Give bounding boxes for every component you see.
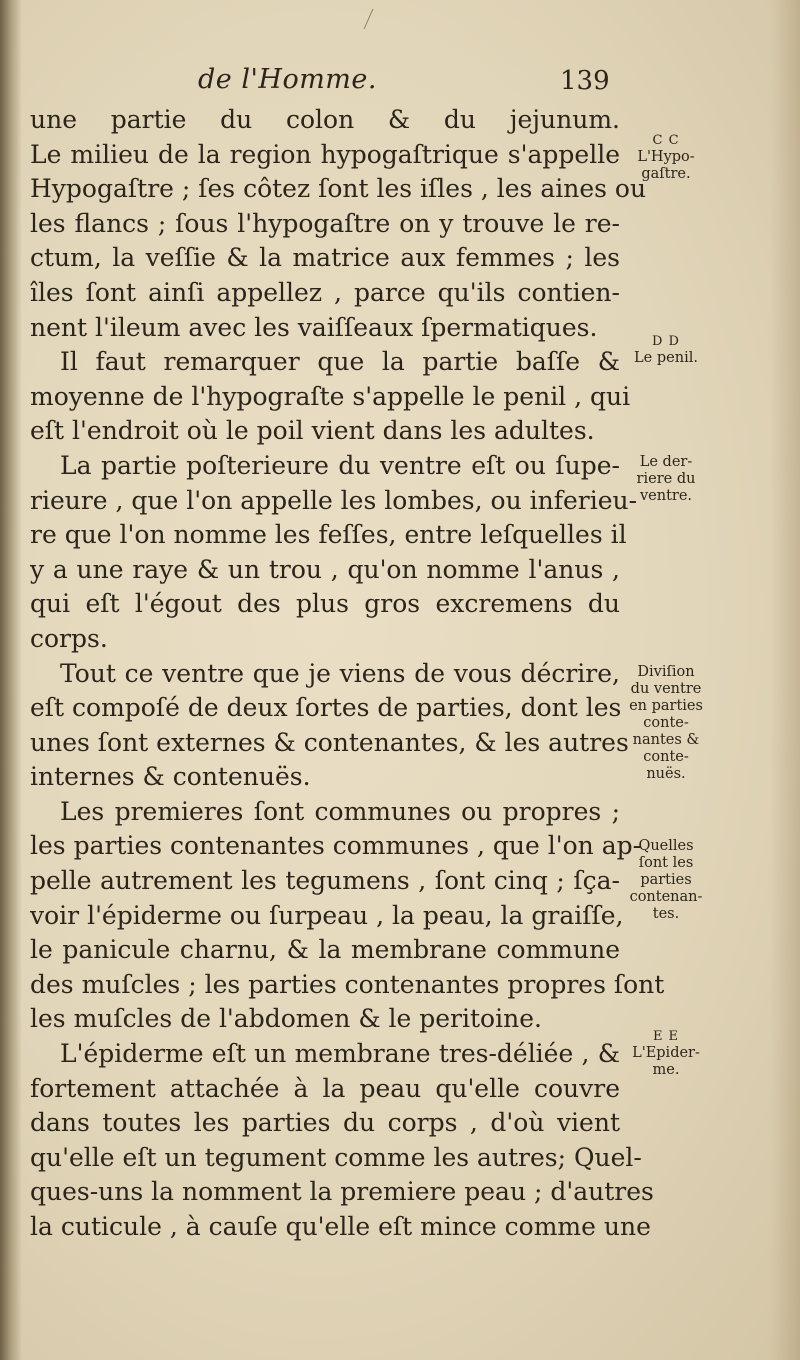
text-line: la cuticule , à cauſe qu'elle eſt mince comme une <box>30 1212 651 1241</box>
margin-note-division <box>618 664 714 783</box>
text-line: Le milieu de la region hypogaſtrique s'appelle <box>30 139 620 169</box>
text-line: corps. <box>30 623 108 653</box>
running-title: de l'Homme. <box>198 64 377 95</box>
margin-note-line: Quelles <box>638 838 694 854</box>
signature-mark: E E <box>652 1029 680 1044</box>
margin-note-line: ſont les <box>638 855 694 871</box>
margin-notes <box>618 0 714 1360</box>
margin-note-line: conte- <box>643 749 689 765</box>
margin-note-line: me. <box>652 1062 680 1078</box>
text-line: des muſcles ; les parties contenantes propres ſont <box>30 969 665 999</box>
text-line: qu'elle eſt un tegument comme les autres; Quel- <box>30 1142 642 1172</box>
margin-note-line: ventre. <box>639 488 693 504</box>
text-line: ques-uns la nomment la premiere peau ; d'autres <box>30 1177 654 1207</box>
margin-note-penil <box>618 333 714 367</box>
margin-note-line: du ventre <box>630 681 702 697</box>
text-line: qui eſt l'égout des plus gros excremens du <box>30 589 620 619</box>
text-line: une partie du colon & du jejunum. <box>30 105 620 134</box>
margin-note-epiderme <box>618 1028 714 1079</box>
margin-note-line: contenan- <box>629 889 703 905</box>
text-line: unes ſont externes & contenantes, & les autres <box>30 727 629 757</box>
text-line: eſt l'endroit où le poil vient dans les adultes. <box>30 416 595 446</box>
margin-note-line: nuës. <box>646 766 686 782</box>
margin-note-line: Le der- <box>639 454 693 470</box>
text-line: moyenne de l'hypograſte s'appelle le penil , qui <box>30 381 631 411</box>
margin-note-line: parties <box>640 872 692 888</box>
page-edge-stain <box>770 0 800 1360</box>
text-line: internes & contenuës. <box>30 762 311 792</box>
text-line: les flancs ; ſous l'hypogaſtre on y trouve le re- <box>30 208 620 238</box>
text-line: Les premieres ſont communes ou propres ; <box>60 796 620 826</box>
text-line: Hypogaſtre ; ſes côtez ſont les iſles , les aines ou <box>30 174 647 204</box>
text-line: fortement attachée à la peau qu'elle couvre <box>30 1073 620 1103</box>
margin-note-line: Diviſion <box>637 664 695 680</box>
binding-shadow <box>0 0 22 1360</box>
margin-note-line: conte- <box>643 715 689 731</box>
text-line: rieure , que l'on appelle les lombes, ou inferieu- <box>30 485 638 515</box>
text-line: dans toutes les parties du corps , d'où vient <box>30 1108 620 1138</box>
text-line: les muſcles de l'abdomen & le peritoine. <box>30 1004 542 1034</box>
text-line: La partie poſterieure du ventre eſt ou ſupe- <box>60 450 620 480</box>
text-line: les parties contenantes communes , que l'on ap- <box>30 831 642 861</box>
margin-note-line: gaſtre. <box>641 166 691 182</box>
page-number: 139 <box>560 66 610 96</box>
text-line: nent l'ileum avec les vaiſſeaux ſpermatiques. <box>30 312 598 342</box>
margin-note-line: tes. <box>652 906 680 922</box>
text-line: re que l'on nomme les feſſes, entre leſquelles il <box>30 520 627 550</box>
text-line: ctum, la veſſie & la matrice aux femmes ; les <box>30 243 620 273</box>
margin-note-line: nantes & <box>632 732 700 748</box>
signature-mark: D D <box>652 334 680 349</box>
signature-mark: C C <box>652 133 680 148</box>
margin-note-line: Le penil. <box>634 350 698 366</box>
text-line: îles ſont ainſi appellez , parce qu'ils contien- <box>30 277 620 307</box>
margin-note-hypogastre <box>618 132 714 183</box>
stray-pen-mark <box>364 9 374 30</box>
text-line: eſt compoſé de deux ſortes de parties, dont les <box>30 693 622 723</box>
text-line: voir l'épiderme ou ſurpeau , la peau, la graiſſe, <box>30 900 624 930</box>
text-line: le panicule charnu, & la membrane commune <box>30 935 620 965</box>
text-line: Tout ce ventre que je viens de vous décrire, <box>60 658 620 688</box>
margin-note-line: L'Hypo- <box>637 149 695 165</box>
margin-note-line: riere du <box>636 471 696 487</box>
text-line: L'épiderme eſt un membrane tres-déliée , & <box>60 1039 620 1069</box>
body-text <box>30 103 665 1245</box>
text-line: pelle autrement les tegumens , ſont cinq ; ſça- <box>30 866 620 896</box>
text-line: Il faut remarquer que la partie baſſe & <box>60 347 620 377</box>
margin-note-line: en parties <box>629 698 703 714</box>
margin-note-parties-contenantes <box>618 838 714 923</box>
text-line: y a une raye & un trou , qu'on nomme l'anus , <box>30 554 620 584</box>
margin-note-line: L'Epider- <box>632 1045 700 1061</box>
margin-note-derriere <box>618 454 714 505</box>
